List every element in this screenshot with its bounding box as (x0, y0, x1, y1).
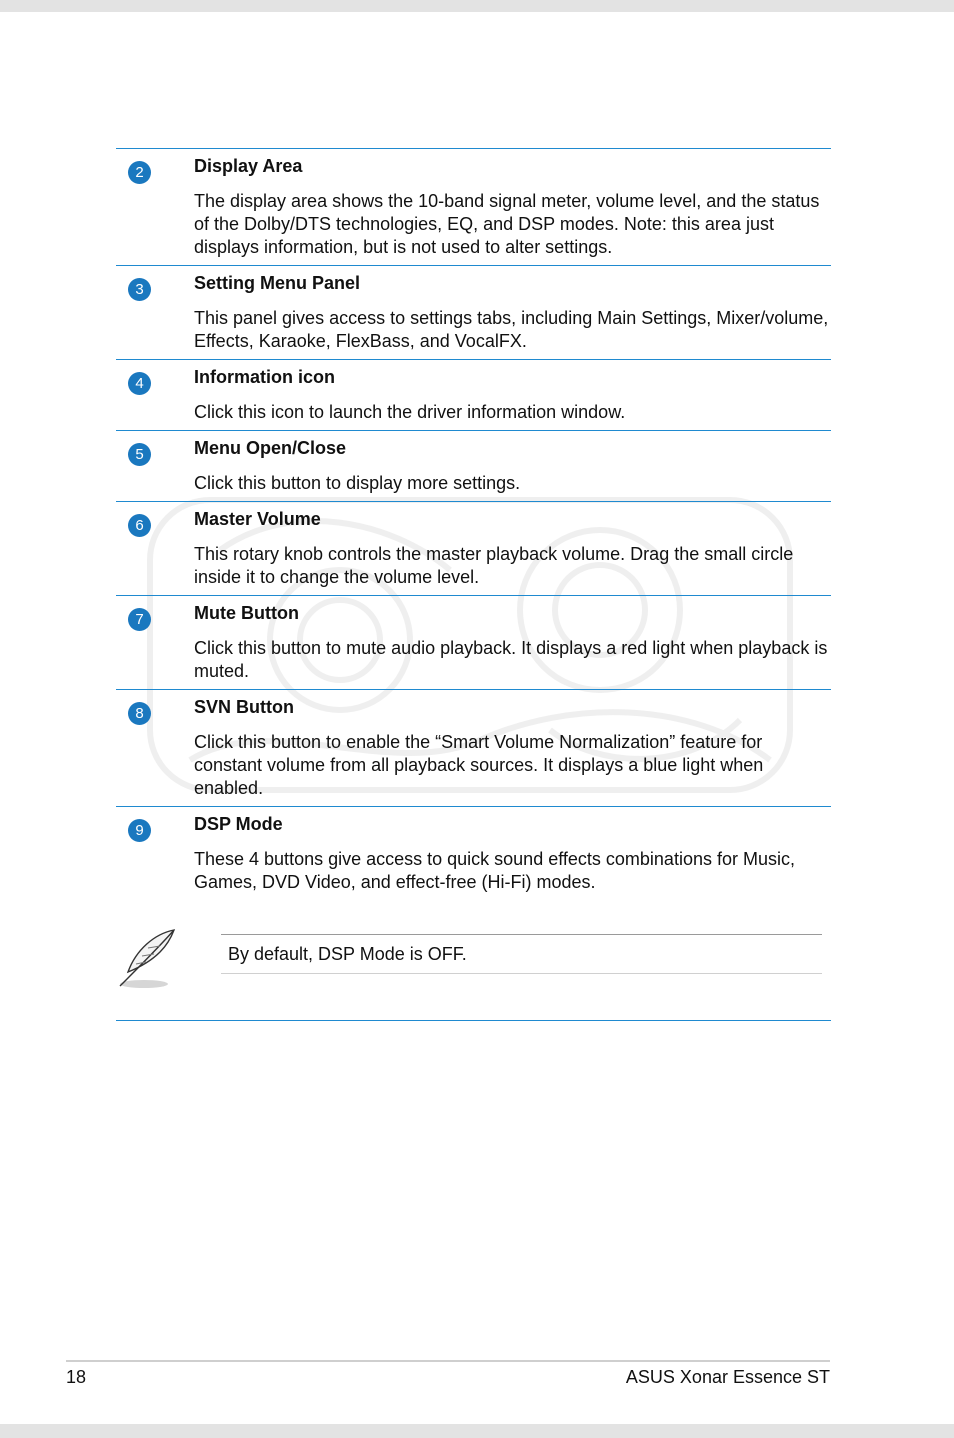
feature-description: This rotary knob controls the master playback volume. Drag the small circle inside it to change the volume level. (194, 544, 794, 587)
page-bottom-band (0, 1424, 954, 1438)
callout-badge: 9 (128, 819, 151, 842)
feature-row (116, 502, 831, 596)
feature-description: Click this button to enable the “Smart Volume Normalization” feature for constant volume from all playback sources. It displays a blue light when enabled. (194, 732, 764, 798)
callout-badge: 4 (128, 372, 151, 395)
document-title: ASUS Xonar Essence ST (625, 1367, 830, 1387)
note-box (221, 934, 822, 974)
feature-row (116, 690, 831, 807)
quill-pen-icon (116, 928, 178, 992)
callout-badge: 8 (128, 702, 151, 725)
callout-badge: 3 (128, 278, 151, 301)
feature-title: SVN Button (194, 697, 294, 717)
feature-row (116, 596, 831, 690)
feature-row (116, 149, 831, 266)
feature-description: Click this button to display more settings. (194, 473, 521, 493)
feature-row (116, 360, 831, 431)
page-top-band (0, 0, 954, 12)
feature-description: Click this button to mute audio playback. It displays a red light when playback is muted. (194, 638, 828, 681)
feature-row (116, 807, 831, 900)
feature-title: DSP Mode (194, 814, 283, 834)
callout-badge: 7 (128, 608, 151, 631)
feature-row (116, 266, 831, 360)
feature-title: Menu Open/Close (194, 438, 347, 458)
feature-description: Click this icon to launch the driver information window. (194, 402, 626, 422)
feature-description: The display area shows the 10-band signal meter, volume level, and the status of the Dolby/DTS technologies, EQ, and DSP modes. Note: this area just displays information, but is not used to alter settings. (194, 191, 820, 257)
callout-badge: 5 (128, 443, 151, 466)
feature-description: This panel gives access to settings tabs, including Main Settings, Mixer/volume, Effects, Karaoke, FlexBass, and VocalFX. (194, 308, 829, 351)
feature-description: These 4 buttons give access to quick sound effects combinations for Music, Games, DVD Video, and effect-free (Hi-Fi) modes. (194, 849, 795, 892)
feature-title: Mute Button (194, 603, 299, 623)
footer-divider (66, 1360, 830, 1362)
note-callout (116, 900, 831, 1021)
note-text: By default, DSP Mode is OFF. (228, 944, 467, 964)
feature-row (116, 431, 831, 502)
page-number: 18 (66, 1367, 87, 1387)
feature-title: Master Volume (194, 509, 321, 529)
feature-title: Display Area (194, 156, 303, 176)
callout-badge: 6 (128, 514, 151, 537)
callout-badge: 2 (128, 161, 151, 184)
feature-title: Setting Menu Panel (194, 273, 361, 293)
feature-table (116, 148, 831, 1021)
feature-title: Information icon (194, 367, 335, 387)
